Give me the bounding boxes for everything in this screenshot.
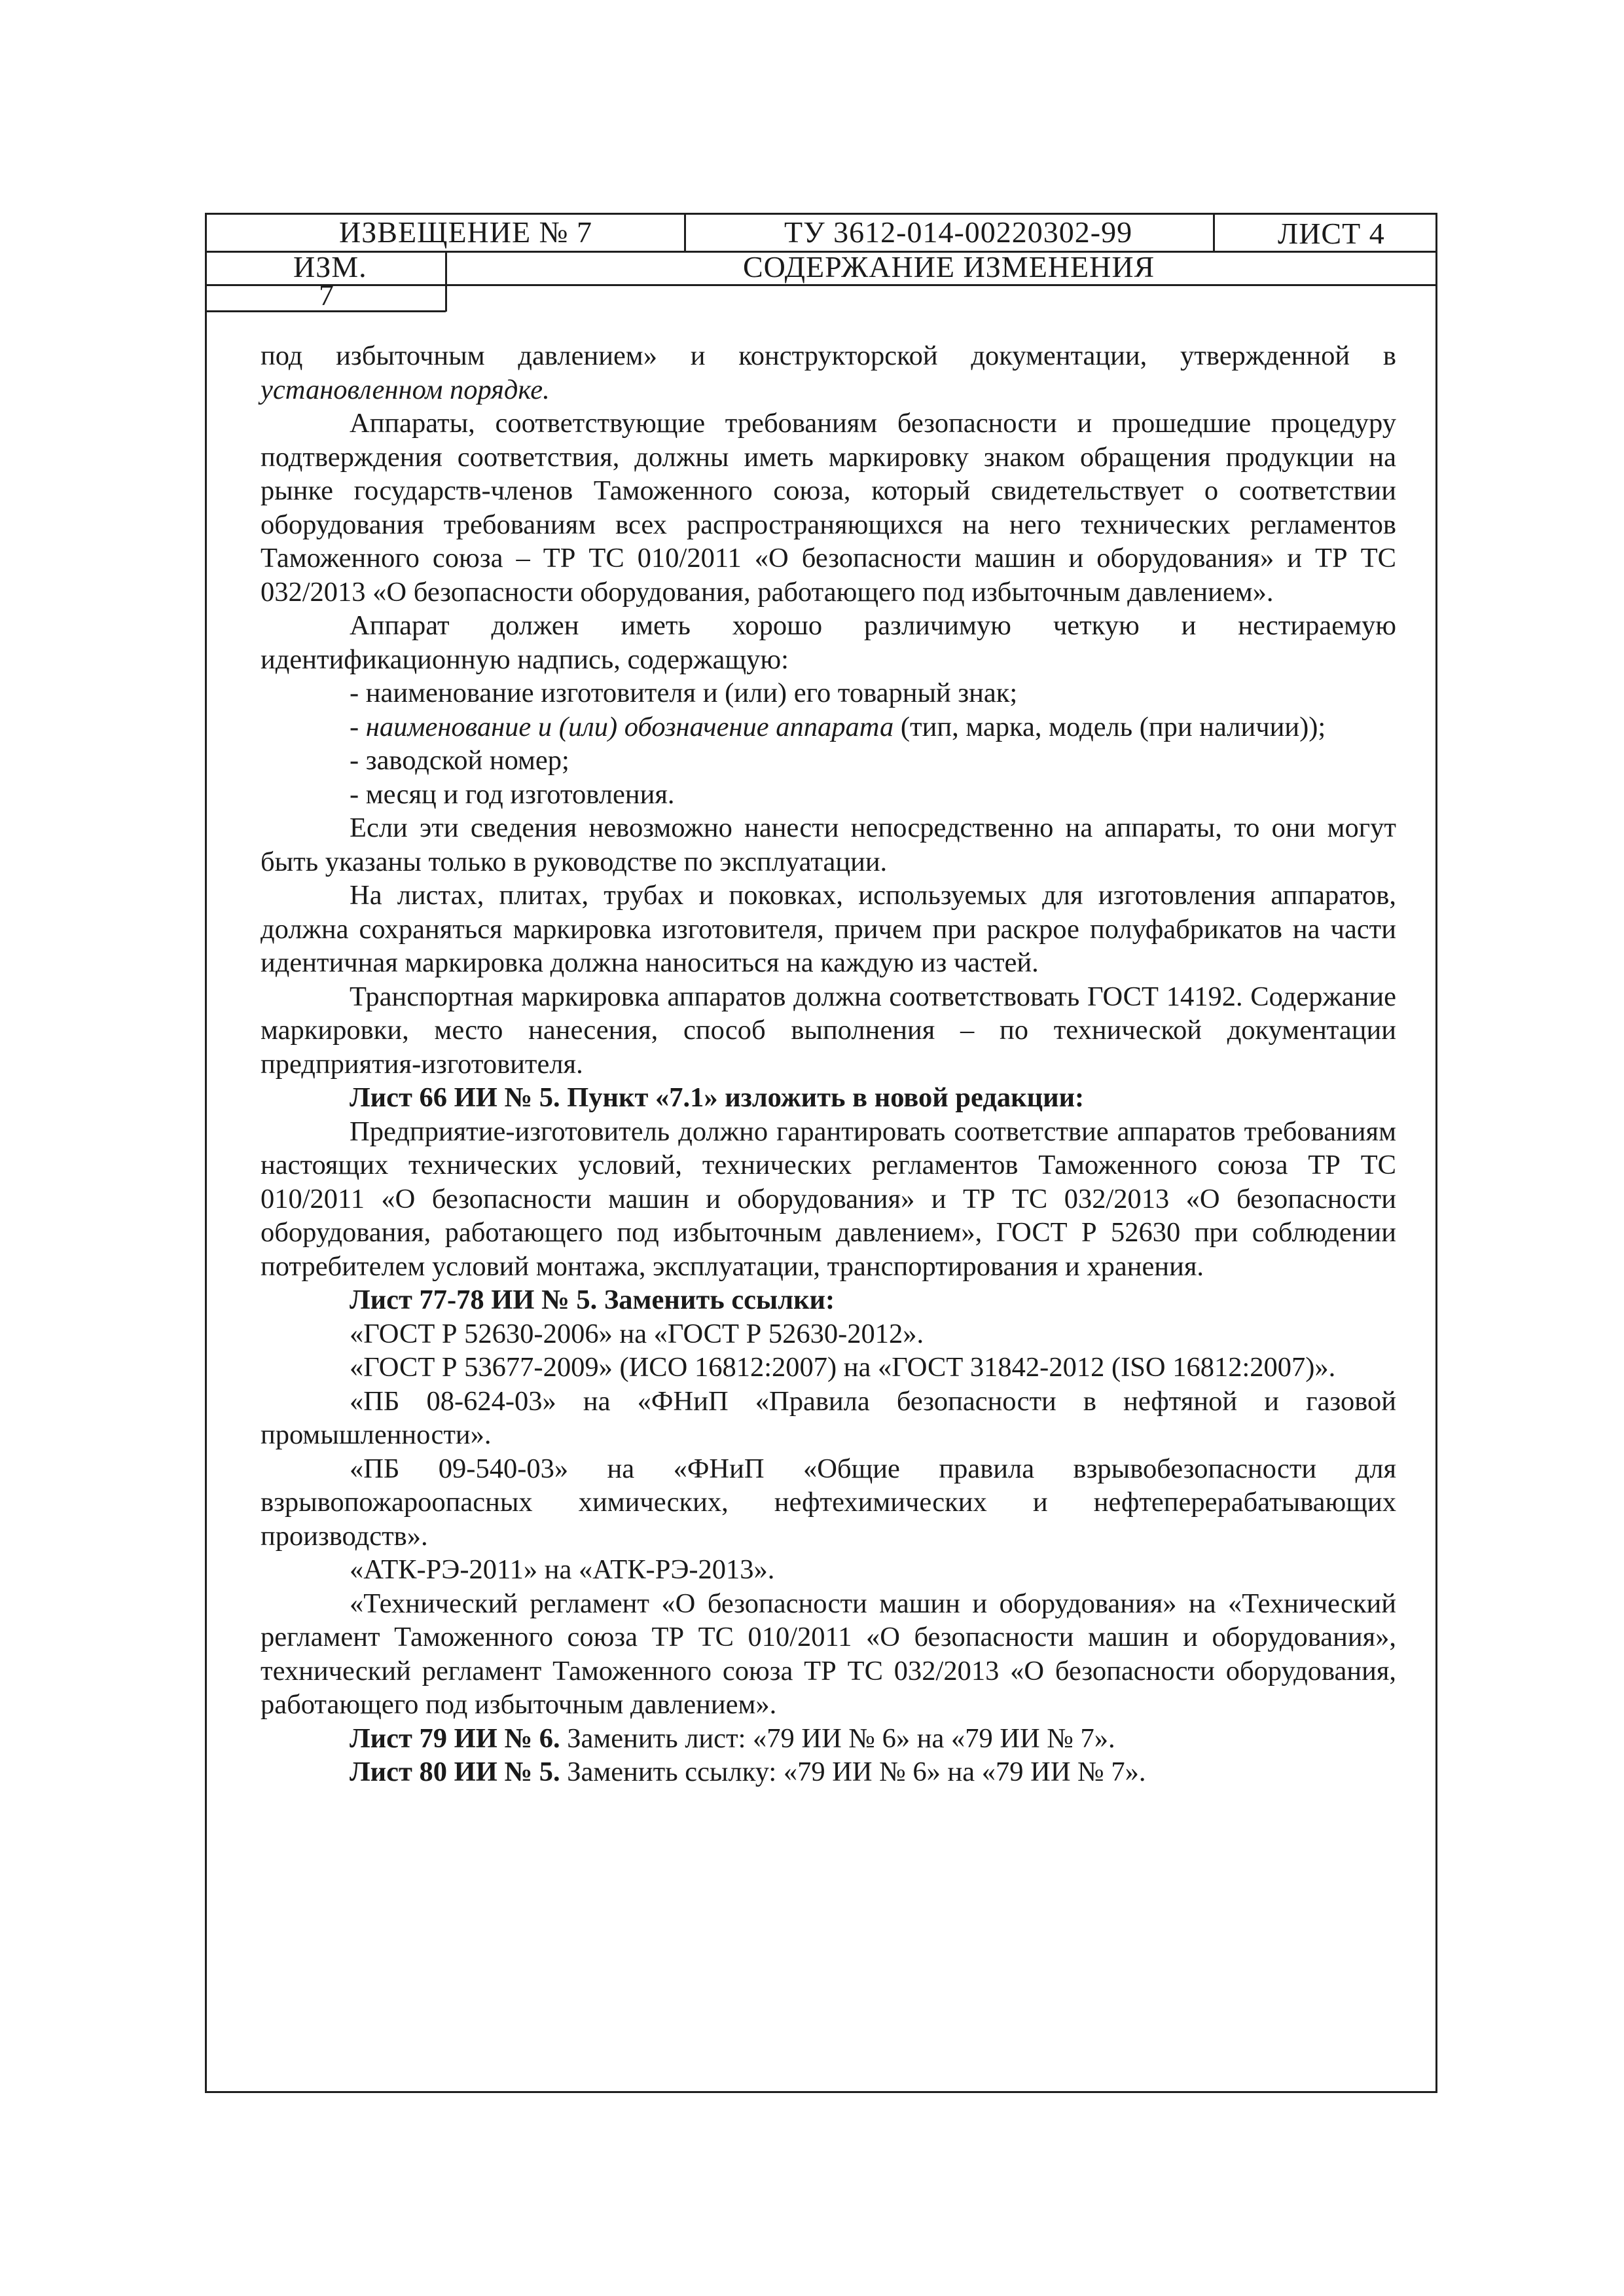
paragraph: На листах, плитах, трубах и поковках, используемых для изготовления аппаратов, должна сохраняться маркировка изготовителя, причем при раскрое полуфабрикатов на части идентичная маркировка должна наноситься на каждую из частей. [261,880,1396,978]
sheet-number: ЛИСТ 4 [1278,217,1385,250]
reference-item: «АТК-РЭ-2011» на «АТК-РЭ-2013». [350,1554,775,1585]
header-row2-bottom-line [205,284,1437,286]
change-label: ИЗМ. [293,250,367,283]
section-heading: Лист 66 ИИ № 5. Пункт «7.1» изложить в новой редакции: [350,1082,1085,1113]
paragraph: Если эти сведения невозможно нанести непосредственно на аппараты, то они могут быть указаны только в руководстве по эксплуатации. [261,812,1396,877]
sheet-replacement-line: Лист 80 ИИ № 5. Заменить ссылку: «79 ИИ № 6» на «79 ИИ № 7». [350,1757,1146,1787]
header-divider-2 [1213,213,1215,252]
change-content-text [261,339,1396,1789]
header-divider-1 [684,213,686,252]
document-code: ТУ 3612-014-00220302-99 [784,215,1133,249]
paragraph: Аппараты, соответствующие требованиям безопасности и прошедшие процедуру подтверждения соответствия, должны иметь маркировку знаком обращения продукции на рынке государств-членов Таможенного союза, который свидетельствует о соответствии оборудования требованиям всех распространяющихся на него технических регламентов Таможенного союза – ТР ТС 010/2011 «О безопасности машин и оборудования» и ТР ТС 032/2013 «О безопасности оборудования, работающего под избыточным давлением». [261,408,1396,608]
list-item: - заводской номер; [350,745,569,776]
reference-item: «ПБ 09-540-03» на «ФНиП «Общие правила взрывобезопасности для взрывопожароопасных химических, нефтехимических и нефтеперерабатывающих производств». [261,1453,1396,1552]
section-heading: Лист 77-78 ИИ № 5. Заменить ссылки: [350,1285,835,1315]
reference-item: «ГОСТ Р 53677-2009» (ИСО 16812:2007) на «ГОСТ 31842-2012 (ISO 16812:2007)». [350,1352,1336,1383]
paragraph: Транспортная маркировка аппаратов должна соответствовать ГОСТ 14192. Содержание маркировки, место нанесения, способ выполнения – по технической документации предприятия-изготовителя. [261,981,1396,1080]
change-content-label: СОДЕРЖАНИЕ ИЗМЕНЕНИЯ [743,250,1155,283]
reference-item: «ГОСТ Р 52630-2006» на «ГОСТ Р 52630-2012». [350,1318,924,1349]
list-item: - наименование изготовителя и (или) его товарный знак; [350,678,1018,708]
notice-number: ИЗВЕЩЕНИЕ № 7 [339,215,592,249]
sheet-replacement-line: Лист 79 ИИ № 6. Заменить лист: «79 ИИ № 6» на «79 ИИ № 7». [350,1722,1115,1754]
list-item: - наименование и (или) обозначение аппарата (тип, марка, модель (при наличии)); [350,711,1326,742]
list-item: - месяц и год изготовления. [350,778,675,810]
paragraph: под избыточным давлением» и конструкторской документации, утвержденной в установленном порядке. [261,340,1396,405]
change-number: 7 [319,278,334,312]
paragraph: Аппарат должен иметь хорошо различимую четкую и нестираемую идентификационную надпись, содержащую: [261,610,1396,675]
paragraph: Предприятие-изготовитель должно гарантировать соответствие аппаратов требованиям настоящих технических условий, технических регламентов Таможенного союза ТР ТС 010/2011 «О безопасности машин и оборудования» и ТР ТС 032/2013 «О безопасности оборудования, работающего под избыточным давлением», ГОСТ Р 52630 при соблюдении потребителем условий монтажа, эксплуатации, транспортирования и хранения. [261,1116,1396,1282]
reference-item: «ПБ 08-624-03» на «ФНиП «Правила безопасности в нефтяной и газовой промышленности». [261,1385,1396,1450]
header-divider-3 [445,251,447,312]
reference-item: «Технический регламент «О безопасности машин и оборудования» на «Технический регламент Таможенного союза ТР ТС 010/2011 «О безопасности машин и оборудования», технический регламент Таможенного союза ТР ТС 032/2013 «О безопасности оборудования, работающего под избыточным давлением». [261,1588,1396,1720]
